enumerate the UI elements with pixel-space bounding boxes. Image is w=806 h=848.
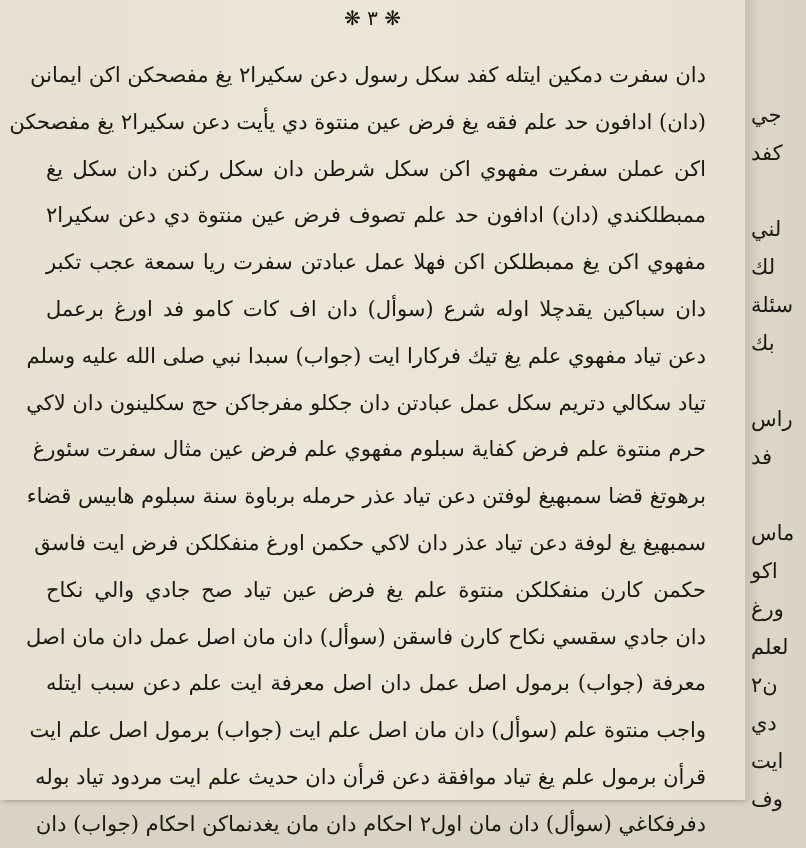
text-line: دان سفرت دمكين ايتله كفد سكل رسول دعن سكيرا٢ يغ مفصحكن اكن ايمانن: [30, 63, 706, 87]
edge-fragment: دي: [751, 711, 777, 735]
text-line: تياد سكالي دتريم سكل عمل عبادتن دان جكلو مفرجاكن حج سكلينون دان لاكي: [26, 390, 706, 415]
edge-fragment: بك: [751, 331, 775, 355]
edge-fragment: ورغ: [751, 597, 784, 621]
edge-fragment: وف: [751, 787, 783, 811]
edge-fragment: لني: [751, 217, 782, 241]
edge-fragment: ايت: [751, 749, 784, 773]
text-line: واجب منتوة علم (سوأل) دان مان اصل علم ايت (جواب) برمول اصل علم ايت: [29, 718, 706, 743]
edge-fragment: لك: [751, 255, 776, 279]
text-line: معرفة (جواب) برمول اصل عمل دان اصل معرفة ايت علم دعن سبب ايتله: [46, 671, 706, 696]
text-line: دان جادي سقسي نكاح كارن فاسقن (سوأل) دان مان اصل عمل دان مان اصل: [26, 624, 706, 649]
text-line: سمبهيغ يغ لوفة دعن تياد عذر دان لاكي حكمن اورغ منفكلكن فرض ايت فاسق: [34, 530, 706, 555]
edge-fragment: سئلة: [751, 293, 794, 317]
body-text: [9, 52, 706, 848]
adjacent-page-edge: [745, 0, 800, 811]
text-line: حرم منتوة علم فرض كفاية سبلوم مفهوي علم فرض عين مثال سفرت سئورغ: [32, 437, 706, 462]
text-line: دان سباكين يقدچلا اوله شرع (سوأل) دان اف كات كامو فد اورغ برعمل: [46, 296, 706, 321]
text-line: مفهوي اكن يغ ممبطلكن اكن فهلا عمل عبادتن سفرت ريا سمعة عجب تكبر: [46, 250, 706, 275]
text-line: (دان) ادافون حد علم فقه يغ فرض عين منتوة دي يأيت دعن سكيرا٢ يغ مفصحكن: [9, 109, 706, 134]
text-line: برهوتغ قضا سمبهيغ لوفتن دعن تياد عذر حرمله برباوة سنة سبلوم هابيس قضاء: [26, 484, 706, 509]
edge-fragment: كفد: [751, 141, 783, 165]
edge-fragment: فد: [751, 445, 773, 469]
edge-fragment: ن٢: [751, 673, 778, 697]
text-line: دفرفكاغي (سوأل) دان مان اول٢ احكام دان مان يغدنماكن احكام (جواب) دان: [35, 811, 706, 836]
text-line: قرأن برمول علم يغ تياد موافقة دعن قرأن دان حديث علم ايت مردود تياد بوله: [35, 764, 706, 789]
edge-fragment: ماس: [751, 521, 795, 545]
edge-fragment: راس: [751, 407, 793, 431]
text-line: اكن عملن سفرت مفهوي اكن سكل شرطن دان سكل ركنن دان سكل يغ: [46, 156, 706, 181]
edge-fragment: لعلم: [751, 635, 789, 659]
edge-fragment: اكو: [751, 559, 778, 583]
text-line: دعن تياد مفهوي علم يغ تيك فركارا ايت (جواب) سبدا نبي صلى الله عليه وسلم: [26, 343, 706, 368]
text-line: حكمن كارن منفكلكن منتوة علم يغ فرض عين تياد صح جادي والي نكاح: [46, 577, 706, 602]
edge-fragment: جي: [751, 103, 782, 127]
page-number: ❋ ٣ ❋: [344, 6, 401, 30]
text-line: ممبطلكندي (دان) ادافون حد علم تصوف فرض عين منتوة دي دعن سكيرا٢: [46, 203, 706, 228]
